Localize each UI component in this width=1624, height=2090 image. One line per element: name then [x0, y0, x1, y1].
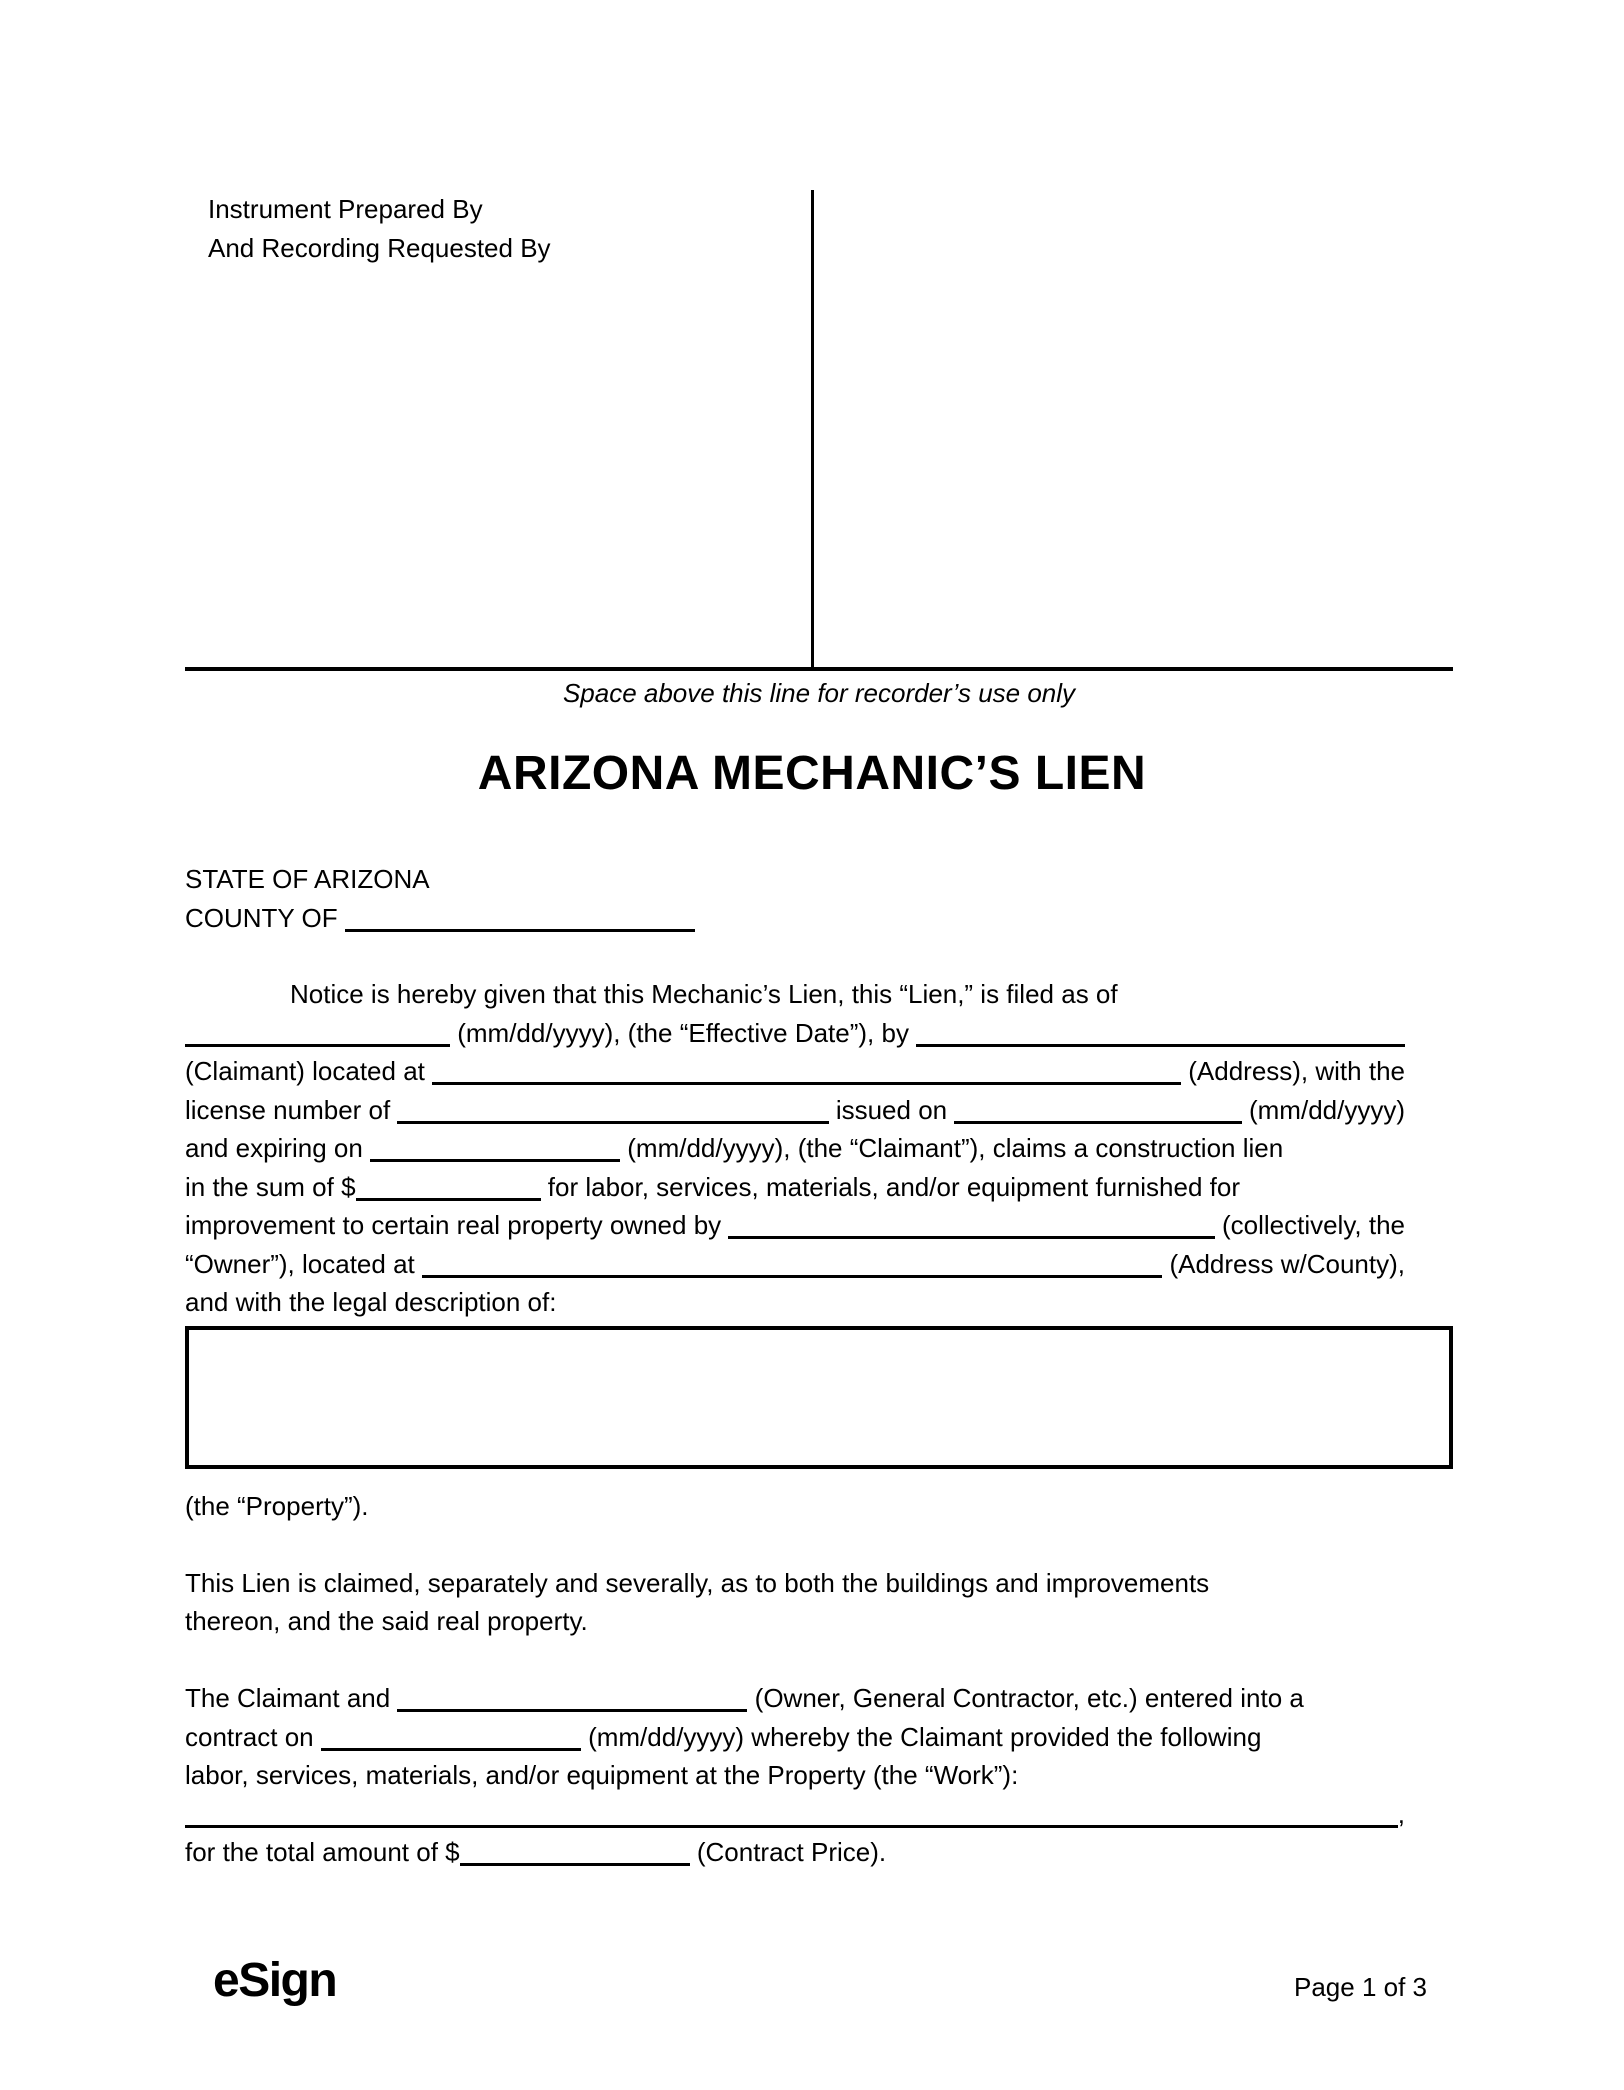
- esign-logo: eSign: [213, 1954, 337, 2007]
- paragraph-line: [185, 1206, 1405, 1245]
- blank-field: [185, 1795, 1398, 1828]
- text-segment: This Lien is claimed, separately and severally, as to both the buildings and improvements: [185, 1567, 1210, 1598]
- page-number: Page 1 of 3: [1294, 1972, 1427, 2002]
- paragraph-line: [185, 1014, 1405, 1053]
- text-segment: (Address), with the: [1181, 1056, 1405, 1086]
- indent-spacer: [185, 975, 290, 976]
- document-title: ARIZONA MECHANIC’S LIEN: [477, 747, 1147, 800]
- text-segment: (mm/dd/yyyy), (the “Effective Date”), by: [450, 1017, 917, 1048]
- text-segment: Notice is hereby given that this Mechanic’s Lien, this “Lien,” is filed as of: [290, 979, 1118, 1009]
- paragraph-line: [185, 1091, 1405, 1130]
- paragraph-line: [185, 1679, 1405, 1718]
- text-segment: thereon, and the said real property.: [185, 1606, 588, 1636]
- text-segment: (mm/dd/yyyy) whereby the Claimant provided the following: [580, 1721, 1262, 1752]
- text-segment: (Contract Price).: [689, 1837, 887, 1867]
- blank-field: [954, 1091, 1241, 1124]
- prepared-by-label: Instrument Prepared By: [208, 194, 483, 224]
- notice-paragraph: [185, 975, 1405, 1322]
- paragraph-line: [185, 1602, 1405, 1641]
- text-segment: for labor, services, materials, and/or equipment furnished for: [540, 1171, 1240, 1202]
- text-segment: for the total amount of $: [185, 1837, 460, 1867]
- contract-paragraph: [185, 1679, 1405, 1795]
- text-segment: (mm/dd/yyyy): [1241, 1094, 1405, 1125]
- text-segment: improvement to certain real property owned by: [185, 1210, 729, 1240]
- paragraph-line: [185, 1168, 1405, 1207]
- county-line: [185, 899, 1405, 938]
- blank-field: [916, 1014, 1405, 1047]
- work-description-line: [185, 1795, 1405, 1834]
- property-line: [185, 1487, 1405, 1526]
- paragraph-line: [185, 1129, 1405, 1168]
- recording-requested-label: And Recording Requested By: [208, 232, 551, 263]
- blank-field: [432, 1052, 1181, 1085]
- blank-field: [321, 1718, 581, 1751]
- recorder-horizontal-rule: [185, 667, 1453, 671]
- text-segment: and expiring on: [185, 1133, 371, 1163]
- text-segment: COUNTY OF: [185, 902, 345, 933]
- blank-field: [185, 1014, 450, 1047]
- legal-description-box: [185, 1326, 1453, 1469]
- document-body: [185, 860, 1405, 1872]
- blank-field: [345, 899, 695, 932]
- text-segment: contract on: [185, 1721, 321, 1752]
- contract-price-line: [185, 1833, 1405, 1872]
- text-segment: license number of: [185, 1094, 398, 1125]
- blank-field: [422, 1245, 1162, 1278]
- state-line: STATE OF ARIZONA: [185, 864, 430, 894]
- paragraph-line: [185, 1756, 1405, 1795]
- text-segment: The Claimant and: [185, 1683, 398, 1713]
- lien-claim-paragraph: [185, 1564, 1405, 1641]
- blank-field: [397, 1091, 828, 1124]
- text-segment: in the sum of $: [185, 1171, 356, 1202]
- recorder-header: [208, 190, 551, 267]
- paragraph-line: [185, 1564, 1405, 1603]
- text-segment: (Owner, General Contractor, etc.) entered into a: [747, 1683, 1304, 1713]
- text-segment: “Owner”), located at: [185, 1248, 422, 1279]
- paragraph-line: [185, 975, 1405, 1014]
- paragraph-line: [185, 1283, 1405, 1322]
- recorder-caption: Space above this line for recorder’s use only: [562, 678, 1076, 708]
- text-segment: ,: [1397, 1798, 1405, 1829]
- recorder-vertical-divider: [811, 190, 814, 667]
- text-segment: (mm/dd/yyyy), (the “Claimant”), claims a construction lien: [620, 1133, 1284, 1163]
- text-segment: (the “Property”).: [185, 1490, 369, 1521]
- text-segment: labor, services, materials, and/or equipment at the Property (the “Work”):: [185, 1760, 1019, 1790]
- blank-field: [460, 1833, 690, 1866]
- paragraph-line: [185, 1052, 1405, 1091]
- blank-field: [370, 1129, 620, 1162]
- paragraph-line: [185, 1245, 1405, 1284]
- text-segment: (Claimant) located at: [185, 1056, 433, 1086]
- text-segment: and with the legal description of:: [185, 1287, 557, 1317]
- text-segment: (Address w/County),: [1162, 1248, 1405, 1279]
- blank-field: [356, 1168, 541, 1201]
- blank-field: [728, 1206, 1214, 1239]
- paragraph-line: [185, 1718, 1405, 1757]
- text-segment: issued on: [828, 1094, 955, 1125]
- blank-field: [397, 1679, 747, 1712]
- text-segment: (collectively, the: [1214, 1210, 1405, 1240]
